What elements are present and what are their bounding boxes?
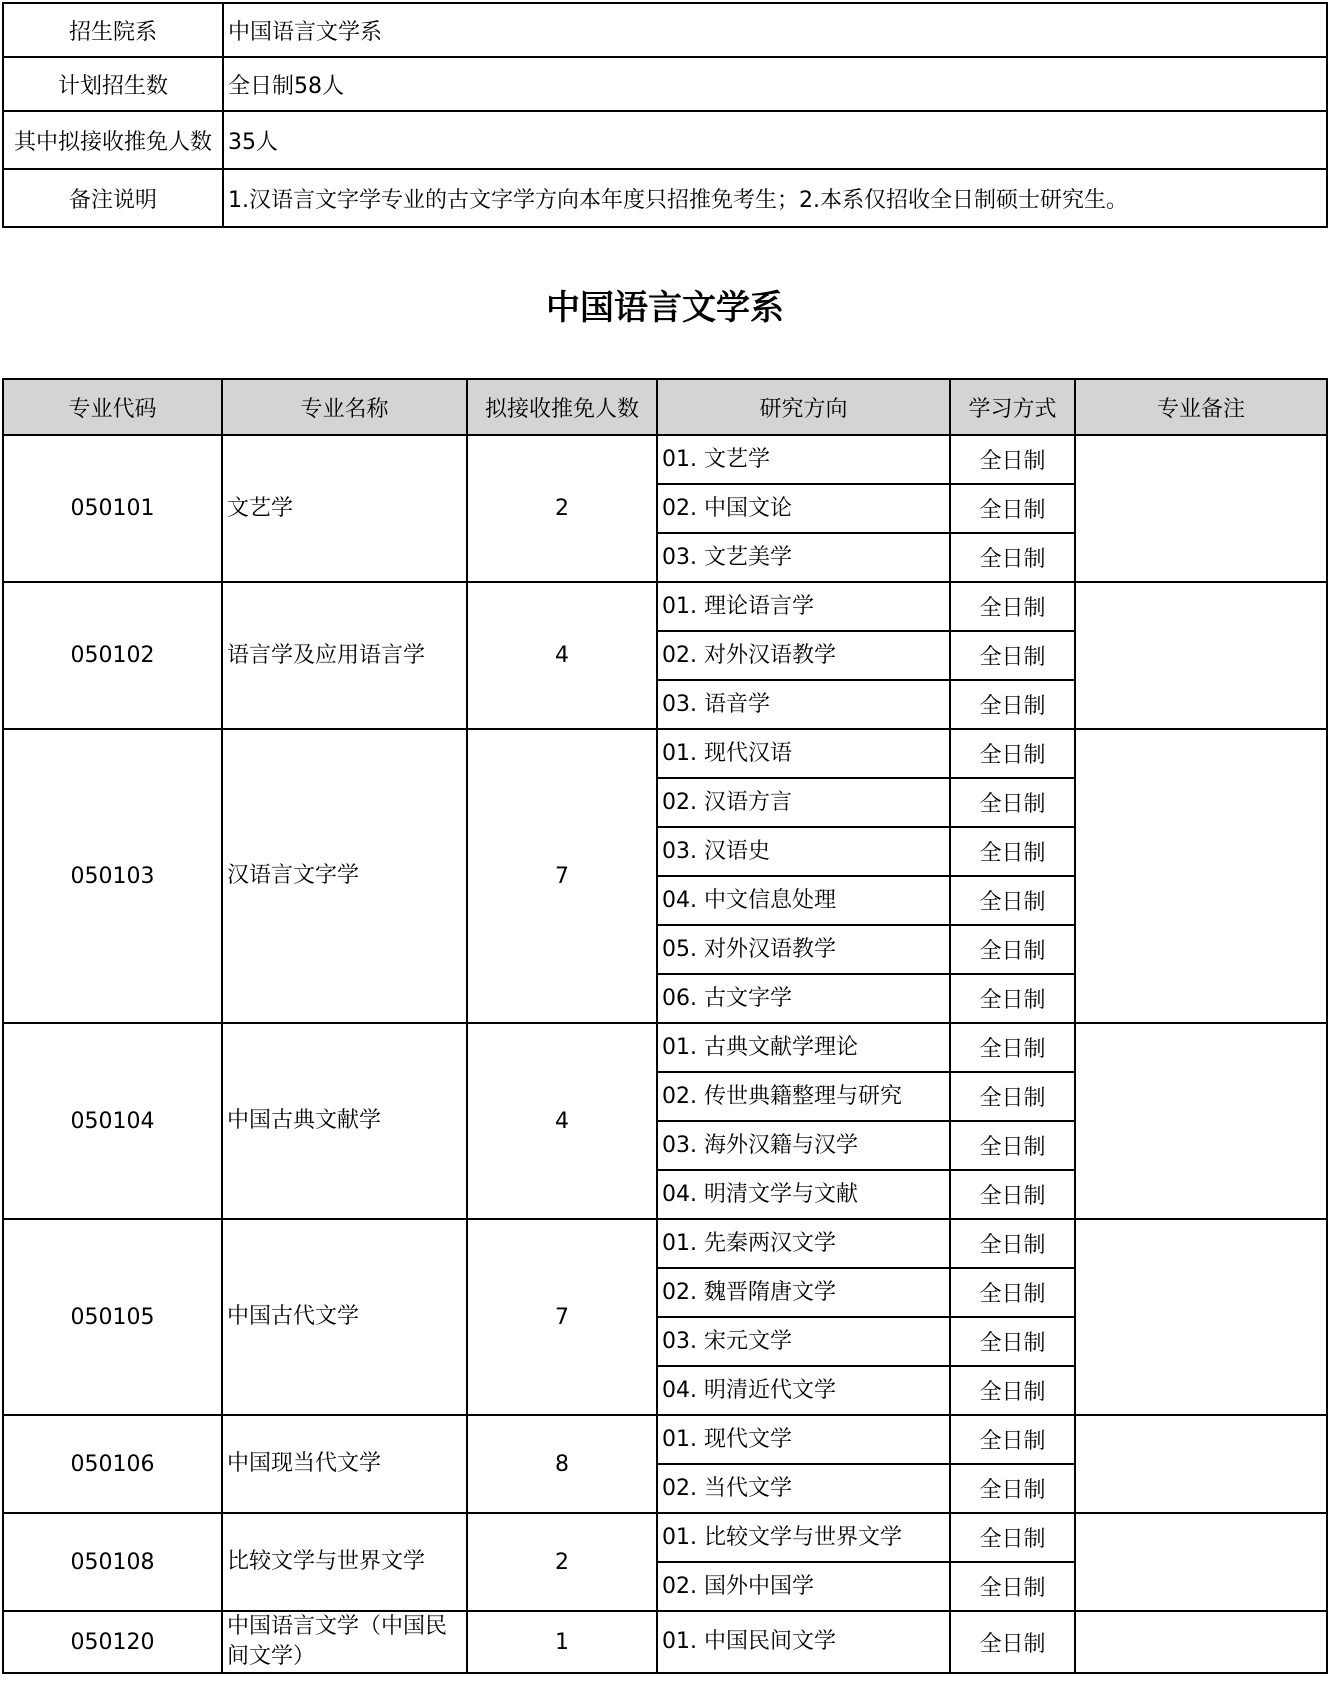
study-mode-cell: 全日制	[950, 631, 1075, 680]
direction-cell: 02. 中国文论	[657, 484, 950, 533]
direction-cell: 02. 对外汉语教学	[657, 631, 950, 680]
table-row	[3, 729, 1327, 778]
direction-cell: 01. 先秦两汉文学	[657, 1219, 950, 1268]
summary-row	[3, 3, 1327, 57]
study-mode-cell: 全日制	[950, 1023, 1075, 1072]
direction-cell: 02. 国外中国学	[657, 1562, 950, 1611]
summary-table	[2, 2, 1328, 228]
column-header: 拟接收推免人数	[467, 379, 657, 435]
summary-value: 35人	[223, 111, 1327, 169]
major-code-cell: 050103	[3, 729, 222, 1023]
quota-cell: 4	[467, 1023, 657, 1219]
study-mode-cell: 全日制	[950, 1170, 1075, 1219]
direction-cell: 03. 语音学	[657, 680, 950, 729]
direction-cell: 01. 中国民间文学	[657, 1611, 950, 1673]
direction-cell: 05. 对外汉语教学	[657, 925, 950, 974]
table-row	[3, 582, 1327, 631]
major-code-cell: 050108	[3, 1513, 222, 1611]
study-mode-cell: 全日制	[950, 1268, 1075, 1317]
summary-value: 中国语言文学系	[223, 3, 1327, 57]
study-mode-cell: 全日制	[950, 1415, 1075, 1464]
table-row	[3, 1611, 1327, 1673]
major-name-cell: 中国语言文学（中国民间文学）	[222, 1611, 467, 1673]
major-code-cell: 050105	[3, 1219, 222, 1415]
direction-cell: 02. 汉语方言	[657, 778, 950, 827]
summary-label: 备注说明	[3, 169, 223, 227]
summary-label: 其中拟接收推免人数	[3, 111, 223, 169]
direction-cell: 04. 中文信息处理	[657, 876, 950, 925]
study-mode-cell: 全日制	[950, 1072, 1075, 1121]
table-row	[3, 435, 1327, 484]
major-note-cell	[1075, 1513, 1327, 1611]
study-mode-cell: 全日制	[950, 1219, 1075, 1268]
direction-cell: 06. 古文字学	[657, 974, 950, 1023]
table-row	[3, 1513, 1327, 1562]
direction-cell: 04. 明清近代文学	[657, 1366, 950, 1415]
direction-cell: 01. 现代汉语	[657, 729, 950, 778]
major-note-cell	[1075, 729, 1327, 1023]
direction-cell: 03. 文艺美学	[657, 533, 950, 582]
column-header: 学习方式	[950, 379, 1075, 435]
study-mode-cell: 全日制	[950, 1611, 1075, 1673]
quota-cell: 4	[467, 582, 657, 729]
table-row	[3, 1219, 1327, 1268]
major-note-cell	[1075, 1415, 1327, 1513]
summary-row	[3, 57, 1327, 111]
study-mode-cell: 全日制	[950, 1366, 1075, 1415]
column-header: 专业代码	[3, 379, 222, 435]
direction-cell: 04. 明清文学与文献	[657, 1170, 950, 1219]
study-mode-cell: 全日制	[950, 729, 1075, 778]
quota-cell: 7	[467, 729, 657, 1023]
direction-cell: 02. 当代文学	[657, 1464, 950, 1513]
direction-cell: 01. 理论语言学	[657, 582, 950, 631]
major-note-cell	[1075, 1023, 1327, 1219]
major-code-cell: 050101	[3, 435, 222, 582]
study-mode-cell: 全日制	[950, 484, 1075, 533]
quota-cell: 8	[467, 1415, 657, 1513]
major-code-cell: 050104	[3, 1023, 222, 1219]
column-header: 专业名称	[222, 379, 467, 435]
study-mode-cell: 全日制	[950, 974, 1075, 1023]
major-name-cell: 中国古代文学	[222, 1219, 467, 1415]
direction-cell: 02. 魏晋隋唐文学	[657, 1268, 950, 1317]
major-name-cell: 语言学及应用语言学	[222, 582, 467, 729]
summary-label: 招生院系	[3, 3, 223, 57]
summary-row	[3, 111, 1327, 169]
header-row	[3, 379, 1327, 435]
direction-cell: 01. 比较文学与世界文学	[657, 1513, 950, 1562]
direction-cell: 03. 汉语史	[657, 827, 950, 876]
major-note-cell	[1075, 435, 1327, 582]
study-mode-cell: 全日制	[950, 827, 1075, 876]
study-mode-cell: 全日制	[950, 1562, 1075, 1611]
page-title: 中国语言文学系	[546, 288, 784, 328]
quota-cell: 1	[467, 1611, 657, 1673]
study-mode-cell: 全日制	[950, 1317, 1075, 1366]
direction-cell: 03. 宋元文学	[657, 1317, 950, 1366]
quota-cell: 2	[467, 1513, 657, 1611]
programs-table	[2, 378, 1328, 1674]
direction-cell: 01. 古典文献学理论	[657, 1023, 950, 1072]
major-name-cell: 中国古典文献学	[222, 1023, 467, 1219]
summary-value: 1.汉语言文字学专业的古文字学方向本年度只招推免考生；2.本系仅招收全日制硕士研究生。	[223, 169, 1327, 227]
quota-cell: 7	[467, 1219, 657, 1415]
study-mode-cell: 全日制	[950, 876, 1075, 925]
major-name-cell: 文艺学	[222, 435, 467, 582]
major-note-cell	[1075, 1219, 1327, 1415]
major-name-cell: 汉语言文字学	[222, 729, 467, 1023]
study-mode-cell: 全日制	[950, 1513, 1075, 1562]
major-code-cell: 050106	[3, 1415, 222, 1513]
summary-label: 计划招生数	[3, 57, 223, 111]
direction-cell: 01. 文艺学	[657, 435, 950, 484]
major-name-cell: 中国现当代文学	[222, 1415, 467, 1513]
major-code-cell: 050120	[3, 1611, 222, 1673]
study-mode-cell: 全日制	[950, 778, 1075, 827]
major-note-cell	[1075, 1611, 1327, 1673]
major-name-cell: 比较文学与世界文学	[222, 1513, 467, 1611]
quota-cell: 2	[467, 435, 657, 582]
major-note-cell	[1075, 582, 1327, 729]
direction-cell: 02. 传世典籍整理与研究	[657, 1072, 950, 1121]
direction-cell: 01. 现代文学	[657, 1415, 950, 1464]
study-mode-cell: 全日制	[950, 1121, 1075, 1170]
summary-row	[3, 169, 1327, 227]
study-mode-cell: 全日制	[950, 925, 1075, 974]
direction-cell: 03. 海外汉籍与汉学	[657, 1121, 950, 1170]
study-mode-cell: 全日制	[950, 435, 1075, 484]
study-mode-cell: 全日制	[950, 582, 1075, 631]
column-header: 专业备注	[1075, 379, 1327, 435]
study-mode-cell: 全日制	[950, 680, 1075, 729]
major-code-cell: 050102	[3, 582, 222, 729]
summary-value: 全日制58人	[223, 57, 1327, 111]
table-row	[3, 1023, 1327, 1072]
study-mode-cell: 全日制	[950, 1464, 1075, 1513]
study-mode-cell: 全日制	[950, 533, 1075, 582]
column-header: 研究方向	[657, 379, 950, 435]
table-row	[3, 1415, 1327, 1464]
